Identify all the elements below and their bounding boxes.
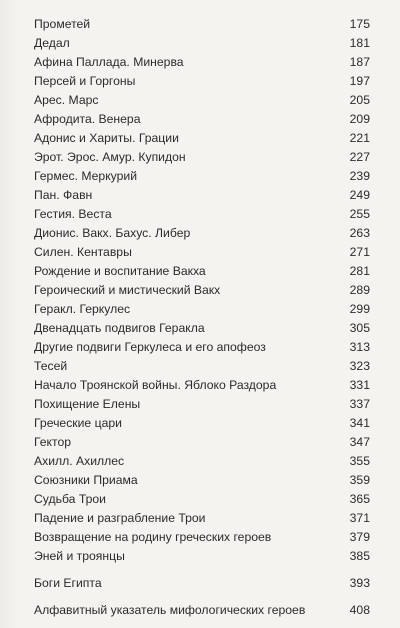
toc-entry-page: 379: [349, 530, 370, 544]
toc-entry-page: 408: [349, 603, 370, 617]
toc-entry: [34, 548, 370, 564]
toc-entry-title: Гектор: [34, 435, 72, 449]
toc-entry-page: 181: [349, 36, 370, 50]
toc-entry-title: Дедал: [34, 36, 70, 50]
toc-entry: [34, 244, 370, 260]
toc-entry-page: 341: [349, 416, 370, 430]
toc-entry-title: Прометей: [34, 17, 91, 31]
toc-entry: [34, 339, 370, 355]
toc-entry: [34, 282, 370, 298]
toc-entry-title: Эней и троянцы: [34, 549, 125, 563]
toc-entry-title: Пан. Фавн: [34, 188, 93, 202]
toc-entry: [34, 377, 370, 393]
toc-entry-page: 359: [349, 473, 370, 487]
toc-entry-title: Рождение и воспитание Вакха: [34, 264, 206, 278]
toc-entry-page: 175: [349, 17, 370, 31]
toc-entry-page: 393: [349, 576, 370, 590]
toc-entry: [34, 415, 370, 431]
toc-entry: [34, 130, 370, 146]
toc-entry-title: Двенадцать подвигов Геракла: [34, 321, 205, 335]
toc-entry-page: 209: [349, 112, 370, 126]
toc-entry-page: 187: [349, 55, 370, 69]
toc-entry-page: 365: [349, 492, 370, 506]
toc-entry: [34, 187, 370, 203]
toc-entry-title: Гермес. Меркурий: [34, 169, 138, 183]
toc-entry-title: Тесей: [34, 359, 68, 373]
toc-entry: [34, 35, 370, 51]
toc-entry: [34, 263, 370, 279]
toc-entry-page: 249: [349, 188, 370, 202]
toc-entry-page: 263: [349, 226, 370, 240]
toc-entry-page: 255: [349, 207, 370, 221]
toc-entry-title: Афродита. Венера: [34, 112, 141, 126]
toc-entry-title: Геракл. Геркулес: [34, 302, 131, 316]
toc-entry: [34, 472, 370, 488]
toc-entry: [34, 54, 370, 70]
toc-entry-page: 281: [349, 264, 370, 278]
toc-entry-title: Судьба Трои: [34, 492, 106, 506]
toc-entry: [34, 575, 370, 591]
toc-entry-page: 355: [349, 454, 370, 468]
toc-entry-page: 271: [349, 245, 370, 259]
toc-entry: [34, 396, 370, 412]
toc-entry-title: Героический и мистический Вакх: [34, 283, 221, 297]
toc-entry-title: Союзники Приама: [34, 473, 138, 487]
toc-entry-page: 385: [349, 549, 370, 563]
toc-entry-title: Арес. Марс: [34, 93, 99, 107]
toc-entry-page: 305: [349, 321, 370, 335]
toc-entry: [34, 16, 370, 32]
toc-entry: [34, 111, 370, 127]
toc-entry: [34, 453, 370, 469]
toc-entry: [34, 149, 370, 165]
toc-entry-page: 337: [349, 397, 370, 411]
toc-entry-title: Возвращение на родину греческих героев: [34, 530, 272, 544]
toc-entry-page: 197: [349, 74, 370, 88]
toc-entry: [34, 168, 370, 184]
toc-entry: [34, 602, 370, 618]
toc-entry-title: Похищение Елены: [34, 397, 141, 411]
toc-entry: [34, 320, 370, 336]
toc-entry: [34, 301, 370, 317]
toc-entry-title: Дионис. Вакх. Бахус. Либер: [34, 226, 191, 240]
toc-entry-title: Греческие цари: [34, 416, 122, 430]
toc-entry: [34, 73, 370, 89]
toc-entry-title: Эрот. Эрос. Амур. Купидон: [34, 150, 186, 164]
toc-entry-page: 299: [349, 302, 370, 316]
toc-entry-title: Персей и Горгоны: [34, 74, 136, 88]
toc-entry-page: 313: [349, 340, 370, 354]
toc-entry-page: 371: [349, 511, 370, 525]
toc-entry-title: Алфавитный указатель мифологических героев: [34, 603, 306, 617]
toc-entry-page: 289: [349, 283, 370, 297]
toc-entry-title: Падение и разграбление Трои: [34, 511, 206, 525]
toc-entry: [34, 225, 370, 241]
toc-entry-page: 205: [349, 93, 370, 107]
toc-entry-title: Ахилл. Ахиллес: [34, 454, 125, 468]
toc-entry: [34, 358, 370, 374]
toc-entry-title: Начало Троянской войны. Яблоко Раздора: [34, 378, 277, 392]
toc-entry-title: Адонис и Хариты. Грации: [34, 131, 179, 145]
toc-entry: [34, 510, 370, 526]
toc-entry: [34, 529, 370, 545]
toc-entry-title: Боги Египта: [34, 576, 102, 590]
toc-entry-title: Гестия. Веста: [34, 207, 112, 221]
toc-entry-title: Афина Паллада. Минерва: [34, 55, 184, 69]
toc-entry-title: Другие подвиги Геркулеса и его апофеоз: [34, 340, 266, 354]
toc-entry-title: Силен. Кентавры: [34, 245, 132, 259]
toc-entry: [34, 434, 370, 450]
toc-entry-page: 227: [349, 150, 370, 164]
toc-entry-page: 221: [349, 131, 370, 145]
toc-entry: [34, 206, 370, 222]
toc-entry: [34, 92, 370, 108]
toc-entry-page: 239: [349, 169, 370, 183]
toc-entry-page: 331: [349, 378, 370, 392]
toc-entry-page: 347: [349, 435, 370, 449]
toc-entry-page: 323: [349, 359, 370, 373]
toc-entry: [34, 491, 370, 507]
